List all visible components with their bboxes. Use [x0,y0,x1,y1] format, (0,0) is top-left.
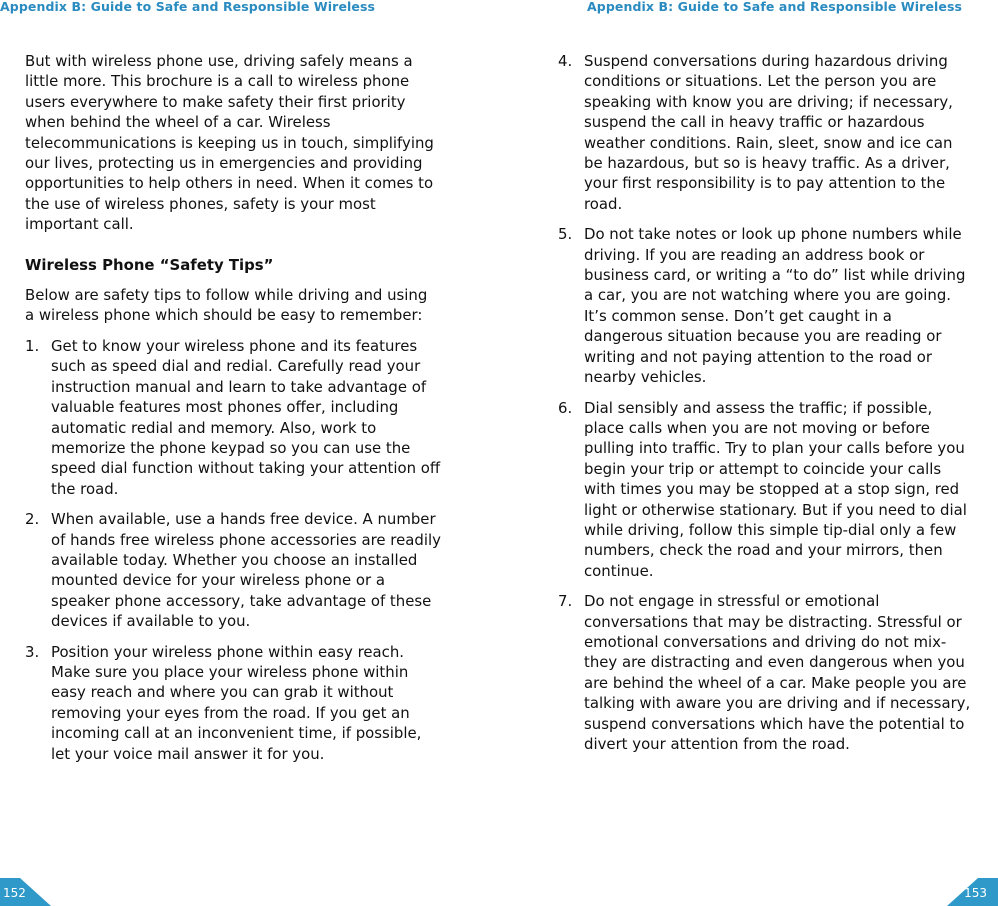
item-text: Do not engage in stressful or emotional conversations that may be distracting. Stressful or emotional conversations and driving do not mix-they are distracting and even dangerous when you are behind the wheel of a car. Make people you are talking with aware you are driving and if necessary, suspend conversations which have the potential to divert your attention from the road. [584,592,971,753]
page-number-tab [0,878,56,906]
page-number: 152 [3,886,26,900]
right-page [499,0,998,906]
list-item [558,591,974,754]
item-number: 7. [558,592,573,611]
list-item [25,336,441,499]
item-number: 2. [25,510,40,529]
list-item [25,642,441,764]
list-item [25,509,441,631]
section-title: Wireless Phone “Safety Tips” [25,255,274,274]
item-number: 3. [25,642,40,661]
item-text: Get to know your wireless phone and its features such as speed dial and redial. Carefully read your instruction manual and learn to take advantage of valuable features most phones offer, including automatic redial and memory. Also, work to memorize the phone keypad so you can use the speed dial function without taking your attention off the road. [51,336,441,498]
item-text: Dial sensibly and assess the traffic; if possible, place calls when you are not moving or before pulling into traffic. Try to plan your calls before you begin your trip or attempt to coincide your calls with times you may be stopped at a stop sign, red light or otherwise stationary. But if you need to dial while driving, follow this simple tip-dial only a few numbers, check the road and your mirrors, then continue. [584,398,967,580]
section-lead: Below are safety tips to follow while driving and using a wireless phone which should be easy to remember: [25,286,428,325]
item-text: Do not take notes or look up phone numbers while driving. If you are reading an address book or business card, or writing a “to do” list while driving a car, you are not watching where you are going. It’s common sense. Don’t get caught in a dangerous situation because you are reading or writing and not paying attention to the road or nearby vehicles. [584,225,966,387]
list-item [558,51,974,214]
item-text: Position your wireless phone within easy reach. Make sure you place your wireless phone within easy reach and where you can grab it without removing your eyes from the road. If you get an incoming call at an inconvenient time, if possible, let your voice mail answer it for you. [51,642,422,763]
page-number-tab [942,878,998,906]
item-number: 6. [558,398,573,417]
page-content [558,51,974,764]
item-number: 4. [558,52,573,70]
page-content [25,51,441,774]
running-header: Appendix B: Guide to Safe and Responsible Wireless [587,0,963,14]
item-text: Suspend conversations during hazardous driving conditions or situations. Let the person you are speaking with know you are driving; if necessary, suspend the call in heavy traffic or hazardous weather conditions. Rain, sleet, snow and ice can be hazardous, but so is heavy traffic. As a driver, your first responsibility is to pay attention to the road. [584,52,953,213]
item-text: When available, use a hands free device. A number of hands free wireless phone accessories are readily available today. Whether you choose an installed mounted device for your wireless phone or a speaker phone accessory, take advantage of these devices if available to you. [51,510,441,631]
intro-paragraph: But with wireless phone use, driving safely means a little more. This brochure is a call to wireless phone users everywhere to make safety their first priority when behind the wheel of a car. Wireless telecommunications is keeping us in touch, simplifying our lives, protecting us in emergencies and providing opportunities to help others in need. When it comes to the use of wireless phones, safety is your most important call. [25,52,434,234]
list-item [558,398,974,582]
running-header: Appendix B: Guide to Safe and Responsible Wireless [0,0,376,14]
list-item [558,224,974,387]
page-number: 153 [964,886,987,900]
item-number: 1. [25,336,40,355]
item-number: 5. [558,225,573,244]
safety-tips-list [25,336,441,764]
safety-tips-list [558,51,974,754]
